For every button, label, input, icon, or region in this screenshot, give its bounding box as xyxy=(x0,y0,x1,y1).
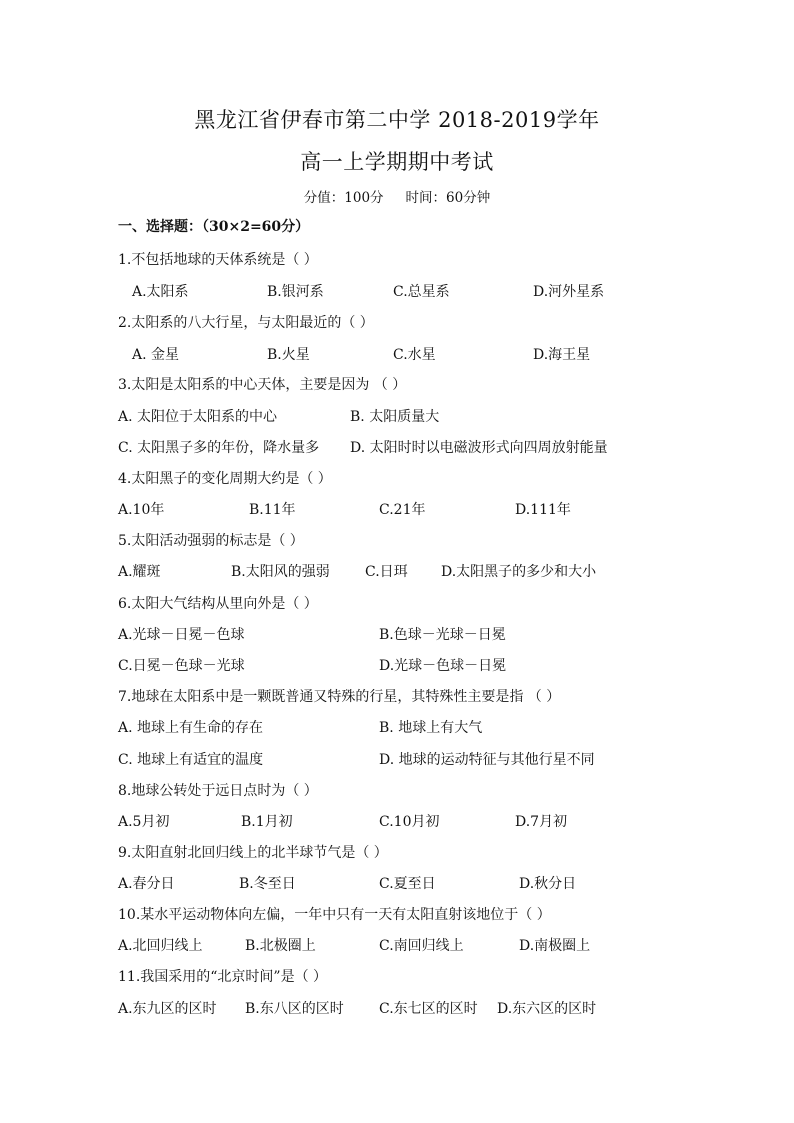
question-7-option-d: D. 地球的运动特征与其他行星不同 xyxy=(379,752,595,768)
question-8-stem: 8.地球公转处于远日点时为（ ） xyxy=(118,783,318,799)
question-3-option-a: A. 太阳位于太阳系的中心 xyxy=(118,409,278,425)
question-1-option-c: C.总星系 xyxy=(393,284,450,300)
exam-title-line1: 黑龙江省伊春市第二中学 2018-2019学年 xyxy=(194,108,600,132)
question-5-option-b: B.太阳风的强弱 xyxy=(231,564,330,580)
question-5-stem: 5.太阳活动强弱的标志是（ ） xyxy=(118,533,304,549)
question-9-option-c: C.夏至日 xyxy=(379,876,436,892)
question-3-option-d: D. 太阳时时以电磁波形式向四周放射能量 xyxy=(350,440,608,456)
question-6-stem: 6.太阳大气结构从里向外是（ ） xyxy=(118,596,318,612)
question-3-option-c: C. 太阳黑子多的年份，降水量多 xyxy=(118,440,320,456)
question-1-option-a: A.太阳系 xyxy=(132,284,189,300)
question-8-option-d: D.7月初 xyxy=(515,814,568,830)
question-10-option-a: A.北回归线上 xyxy=(118,938,203,954)
question-7-option-c: C. 地球上有适宜的温度 xyxy=(118,752,264,768)
question-11-stem: 11.我国采用的“北京时间”是（ ） xyxy=(118,969,328,985)
question-5-option-c: C.日珥 xyxy=(365,564,408,580)
question-1-stem: 1.不包括地球的天体系统是（ ） xyxy=(118,252,318,268)
question-9-option-a: A.春分日 xyxy=(118,876,175,892)
question-6-option-a: A.光球－日冕－色球 xyxy=(118,627,245,643)
question-9-stem: 9.太阳直射北回归线上的北半球节气是（ ） xyxy=(118,845,388,861)
question-2-option-d: D.海王星 xyxy=(533,347,591,363)
question-11-option-b: B.东八区的区时 xyxy=(245,1001,344,1017)
exam-meta xyxy=(0,186,794,206)
question-3-option-b: B. 太阳质量大 xyxy=(350,409,440,425)
question-4-option-b: B.11年 xyxy=(249,502,296,518)
question-11-option-c: C.东七区的区时 xyxy=(379,1001,478,1017)
question-1-option-d: D.河外星系 xyxy=(533,284,605,300)
question-6-option-b: B.色球－光球－日冕 xyxy=(379,627,506,643)
question-9-option-b: B.冬至日 xyxy=(239,876,296,892)
question-2-stem: 2.太阳系的八大行星，与太阳最近的（ ） xyxy=(118,315,374,331)
question-7-option-b: B. 地球上有大气 xyxy=(379,720,483,736)
question-10-option-c: C.南回归线上 xyxy=(379,938,464,954)
question-10-stem: 10.某水平运动物体向左偏，一年中只有一天有太阳直射该地位于（ ） xyxy=(118,907,551,923)
question-10-option-b: B.北极圈上 xyxy=(245,938,316,954)
question-4-option-c: C.21年 xyxy=(379,502,426,518)
question-7-option-a: A. 地球上有生命的存在 xyxy=(118,720,264,736)
question-5-option-d: D.太阳黑子的多少和大小 xyxy=(441,564,597,580)
question-9-option-d: D.秋分日 xyxy=(519,876,577,892)
question-7-stem: 7.地球在太阳系中是一颗既普通又特殊的行星，其特殊性主要是指 （ ） xyxy=(118,689,561,705)
question-2-option-b: B.火星 xyxy=(267,347,310,363)
question-6-option-c: C.日冕－色球－光球 xyxy=(118,658,245,674)
score-info: 分值：100分 xyxy=(303,190,384,206)
question-4-option-a: A.10年 xyxy=(118,502,165,518)
exam-title-line2: 高一上学期期中考试 xyxy=(300,150,494,174)
question-3-stem: 3.太阳是太阳系的中心天体，主要是因为 （ ） xyxy=(118,377,407,393)
question-2-option-c: C.水星 xyxy=(393,347,436,363)
question-11-option-d: D.东六区的区时 xyxy=(497,1001,597,1017)
question-8-option-a: A.5月初 xyxy=(118,814,170,830)
time-info: 时间：60分钟 xyxy=(405,190,491,206)
question-6-option-d: D.光球－色球－日冕 xyxy=(379,658,507,674)
question-4-option-d: D.111年 xyxy=(515,502,571,518)
question-8-option-b: B.1月初 xyxy=(241,814,293,830)
section-heading: 一、选择题：（30×2=60分） xyxy=(118,219,310,235)
question-1-option-b: B.银河系 xyxy=(267,284,324,300)
question-10-option-d: D.南极圈上 xyxy=(519,938,591,954)
question-8-option-c: C.10月初 xyxy=(379,814,440,830)
question-11-option-a: A.东九区的区时 xyxy=(118,1001,217,1017)
question-4-stem: 4.太阳黑子的变化周期大约是（ ） xyxy=(118,471,332,487)
question-5-option-a: A.耀斑 xyxy=(118,564,161,580)
question-2-option-a: A. 金星 xyxy=(132,347,180,363)
